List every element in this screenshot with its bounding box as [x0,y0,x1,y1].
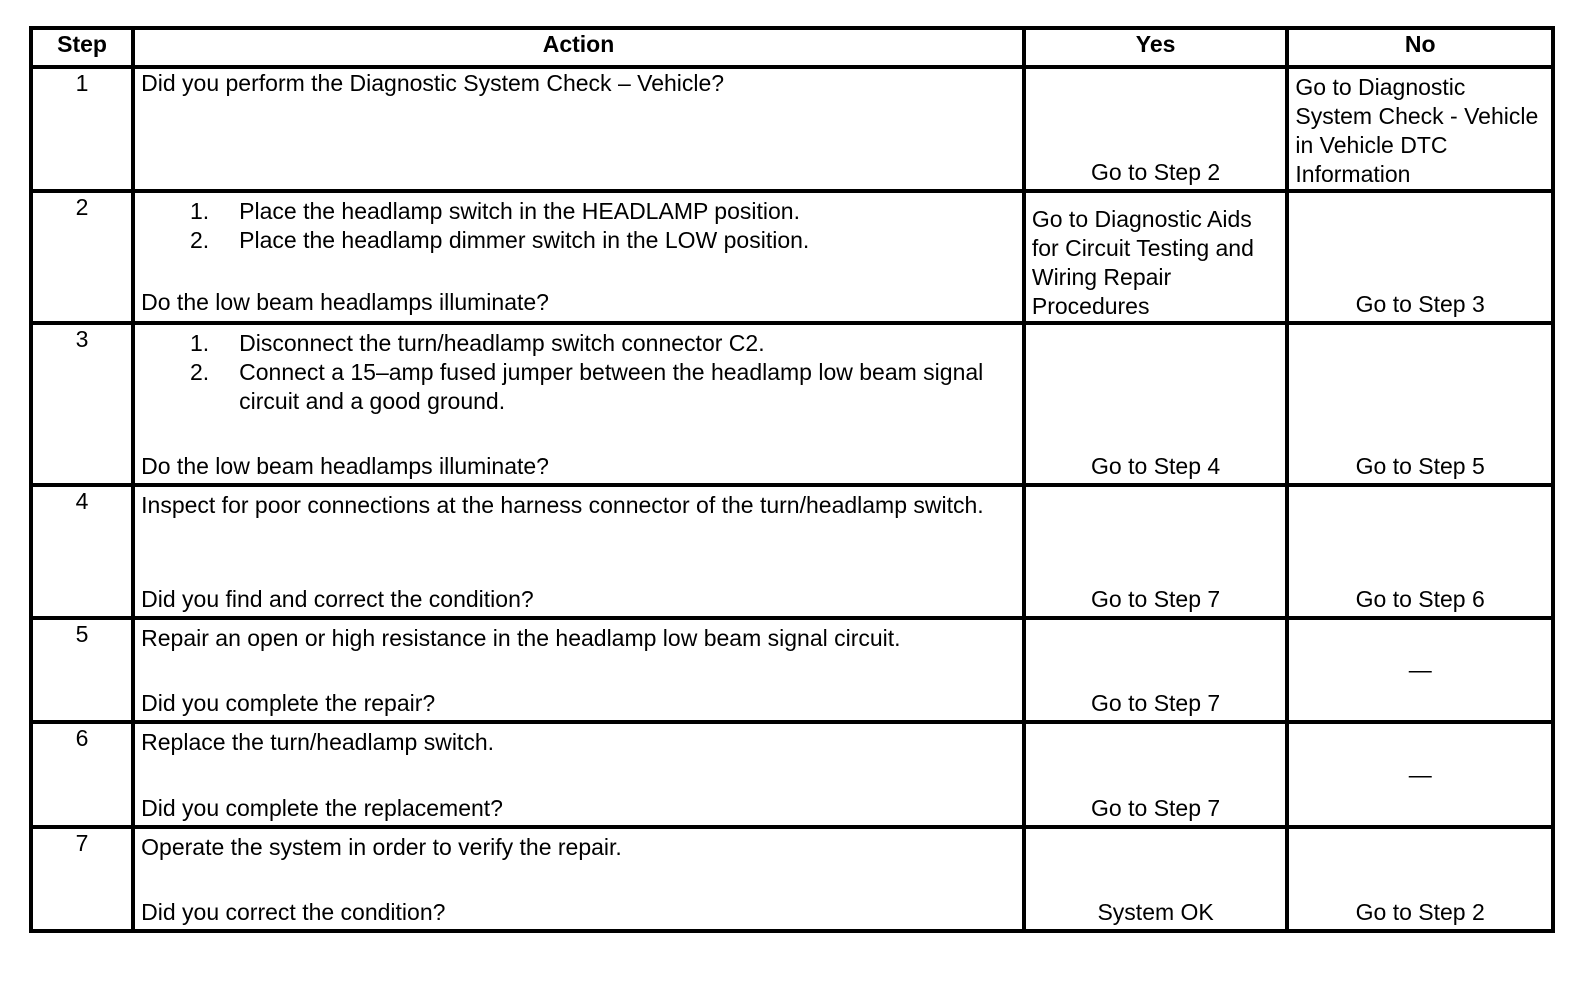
action-cell [133,323,1024,485]
no-text: Go to Step 6 [1355,586,1485,612]
no-text: Go to Step 2 [1355,899,1485,925]
table-row [31,485,1553,618]
step-number: 4 [31,485,133,618]
yes-cell [1024,722,1288,827]
diagnostic-table [29,26,1555,933]
yes-text: Go to Step 7 [1091,690,1221,716]
no-text: Go to Step 5 [1355,453,1485,479]
yes-text: Go to Step 7 [1091,795,1221,821]
action-question: Did you correct the condition? [141,899,446,925]
no-cell [1287,618,1553,722]
no-cell [1287,485,1553,618]
action-cell [133,722,1024,827]
action-text: Did you perform the Diagnostic System Check – Vehicle? [141,70,725,96]
table-row [31,323,1553,485]
no-cell [1287,722,1553,827]
action-text: Replace the turn/headlamp switch. [141,729,495,755]
yes-cell [1024,323,1288,485]
yes-cell [1024,618,1288,722]
step-number: 3 [31,323,133,485]
yes-text: Go to Step 7 [1091,586,1221,612]
step-number: 2 [31,191,133,323]
table-row [31,191,1553,323]
no-text: — [1408,656,1432,683]
action-list [141,193,1016,255]
table-row [31,67,1553,191]
step-number: 6 [31,722,133,827]
table-row [31,618,1553,722]
header-yes: Yes [1024,28,1288,67]
table-row [31,827,1553,931]
no-text: Go to Step 3 [1355,291,1485,317]
table-row [31,722,1553,827]
action-question: Do the low beam headlamps illuminate? [141,453,549,479]
list-item: 2. Connect a 15–amp fused jumper between the headlamp low beam signal circuit and a good ground. [189,359,984,414]
action-cell [133,191,1024,323]
header-no: No [1287,28,1553,67]
header-step: Step [31,28,133,67]
step-number: 1 [31,67,133,191]
no-text: Go to Diagnostic System Check - Vehicle in Vehicle DTC Information [1295,74,1539,187]
action-cell [133,827,1024,931]
action-question: Do the low beam headlamps illuminate? [141,289,549,315]
no-cell [1287,67,1553,191]
list-item: 1. Place the headlamp switch in the HEADLAMP position. [189,198,800,224]
header-row [31,28,1553,67]
action-text: Repair an open or high resistance in the headlamp low beam signal circuit. [141,625,901,651]
header-action: Action [133,28,1024,67]
step-number: 5 [31,618,133,722]
no-cell [1287,323,1553,485]
list-item: 2. Place the headlamp dimmer switch in the LOW position. [189,227,810,253]
action-text: Operate the system in order to verify the repair. [141,834,622,860]
no-cell [1287,191,1553,323]
action-cell [133,485,1024,618]
action-cell [133,618,1024,722]
yes-text: System OK [1097,899,1214,925]
step-number: 7 [31,827,133,931]
yes-cell [1024,191,1288,323]
action-question: Did you find and correct the condition? [141,586,534,612]
no-cell [1287,827,1553,931]
yes-text: Go to Step 4 [1091,453,1221,479]
list-item: 1. Disconnect the turn/headlamp switch connector C2. [189,330,765,356]
action-question: Did you complete the replacement? [141,795,503,821]
no-text: — [1408,761,1432,787]
action-question: Did you complete the repair? [141,690,436,716]
yes-text: Go to Diagnostic Aids for Circuit Testing and Wiring Repair Procedures [1031,206,1254,319]
action-list [141,325,1016,416]
yes-cell [1024,485,1288,618]
yes-cell [1024,67,1288,191]
action-cell [133,67,1024,191]
action-text: Inspect for poor connections at the harness connector of the turn/headlamp switch. [141,492,984,518]
yes-cell [1024,827,1288,931]
yes-text: Go to Step 2 [1091,159,1221,185]
